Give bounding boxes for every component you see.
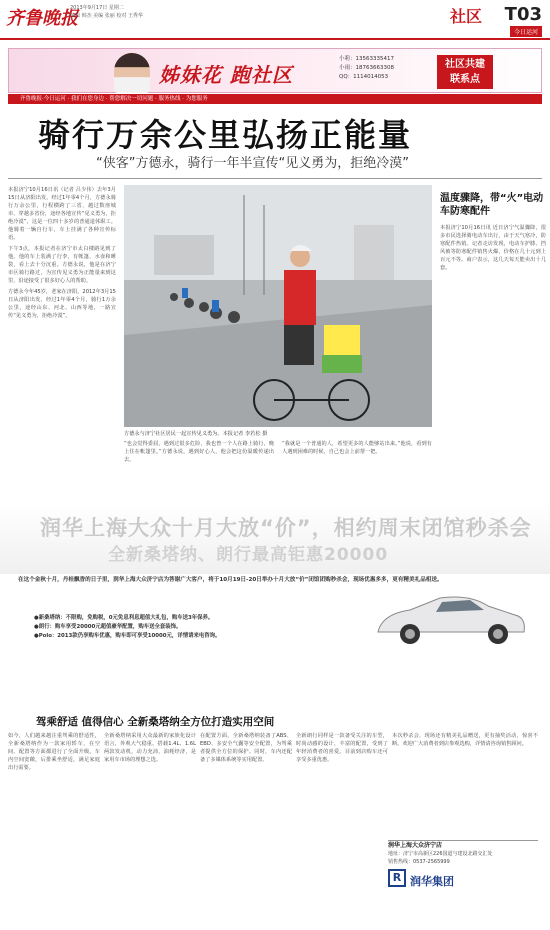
masthead-date: 2013年9月17日 星期二 bbox=[70, 5, 124, 11]
ad-title: 润华上海大众十月大放“价”，相约周末闭馆秒杀会 bbox=[40, 516, 532, 540]
photo-caption: 方德永与济宁社区居民一起宣传见义勇为。本报记者 李若松 摄 bbox=[124, 431, 268, 437]
paragraph: “也会觉得委屈，遇到过很多危险，我也曾一个人在路上骑行，晚上住在帐篷里。”方德永说，遇到好心人，他会把这份温暖传递出去。 bbox=[124, 441, 274, 463]
article-column-1 bbox=[8, 186, 116, 496]
contact-line: 小莉：13563335417 bbox=[339, 56, 394, 62]
contact-line: QQ：1114014053 bbox=[339, 74, 389, 80]
masthead-meta bbox=[70, 4, 143, 20]
divider bbox=[8, 178, 542, 179]
ad-column: 全新朗行同样是一款备受关注的车型，时尚动感的设计，丰富的配置，受到了年轻消费者的喜爱。目前到店购车还可享受多重优惠。 bbox=[296, 733, 388, 763]
ad-subtitle: 驾乘舒适 值得信心 全新桑塔纳全方位打造实用空间 bbox=[36, 716, 275, 728]
brand-logo-icon: R bbox=[388, 869, 406, 887]
reporter-portrait-icon bbox=[114, 53, 150, 93]
offer-item: ●朗行：购车享受20000元超值豪华配置，购车送全套装饰。 bbox=[34, 624, 182, 630]
sidebar-text: 本报济宁10月16日讯 近日济宁气温骤降，很多市民选择骑电动车出行，由于天气寒冷，防寒配件热销。记者走访发现，电动车护膝、挡风被等防寒配件销售火爆，价格在几十元到上百元不等。商户表示，这几天每天能卖出十几套。 bbox=[440, 225, 546, 271]
article-subhead: “侠客”方德永，骑行一年半宣传“见义勇为，拒绝冷漠” bbox=[96, 156, 409, 171]
stamp-line: 社区共建 bbox=[445, 59, 485, 70]
ad-column: 全新桑塔纳采用大众最新的家族化设计语言，外观大气稳重。搭载1.4L、1.6L两款发动机，动力充沛，油耗经济，是家用车市场的理想之选。 bbox=[104, 733, 196, 763]
ad-column: 本次秒杀会，现场还有精美礼品赠送，更有抽奖活动，惊喜不断。欢迎广大消费者到店参观选购，详情请咨询销售顾问。 bbox=[392, 733, 538, 747]
paragraph: 方德永今年45岁，老家在济阳。2012年3月15日从济阳出发，经过1年零4个月，骑行1万余公里，途经山东、河北、山西等地，一路宣传“见义勇为，拒绝冷漠”。 bbox=[8, 289, 116, 319]
car-image-icon bbox=[370, 584, 530, 654]
ad-title-2: 全新桑塔纳、朗行最高钜惠20000 bbox=[108, 545, 389, 565]
article-column-3 bbox=[282, 440, 432, 498]
banner-stamp bbox=[437, 55, 493, 89]
article-headline: 骑行万余公里弘扬正能量 bbox=[38, 116, 413, 154]
section-name: 社区 bbox=[449, 7, 482, 26]
newspaper-logo: 齐鲁晚报 bbox=[6, 8, 78, 29]
banner-strip: 齐鲁晚报·今日运河 · 我们在您身边 · 帮您解决一切问题 · 服务热线 · 为您服务 bbox=[8, 94, 542, 104]
sub-section-badge: 今日运河 bbox=[510, 26, 542, 37]
contact-line: 小雨：18763663308 bbox=[339, 65, 394, 71]
stamp-line: 联系点 bbox=[450, 74, 480, 85]
cyclist-photo bbox=[124, 185, 432, 427]
brand-name: 润华集团 bbox=[410, 875, 454, 888]
ad-intro: 在这个金秋十月，丹桂飘香的日子里，润华上海大众济宁店为答谢广大客户，将于10月19日-20日举办十月大放“价”闭馆团购秒杀会，现场优惠多多，更有精美礼品相送。 bbox=[18, 577, 443, 583]
ad-offers bbox=[34, 614, 324, 670]
banner-title: 姊妹花 跑社区 bbox=[159, 63, 293, 87]
dealer-name: 润华上海大众济宁店 bbox=[388, 842, 443, 849]
dealer-phone: 销售热线：0537-2565999 bbox=[388, 859, 450, 865]
sidebar-headline: 温度骤降，带“火”电动车防寒配件 bbox=[440, 193, 544, 217]
community-banner bbox=[8, 48, 542, 93]
photo-illustration bbox=[124, 185, 432, 427]
offer-item: ●Polo：2013款仍享购车优惠，购车即可享受10000元，详情请来电咨询。 bbox=[34, 633, 221, 639]
masthead bbox=[0, 0, 550, 40]
dealer-address: 地址：济宁市高新区226国道与建设北路交汇处 bbox=[388, 851, 493, 857]
paragraph: “我就是一个普通的人，希望更多的人能够站出来。”他说，看到有人遇到困难的时候，自己也会上前帮一把。 bbox=[282, 441, 432, 455]
ad-column: 如今，人们越来越注重驾乘的舒适性，全新桑塔纳作为一款家用轿车，在空间、配置等方面都进行了全面升级。车内空间宽敞，后排乘坐舒适，满足家庭出行需要。 bbox=[8, 733, 100, 771]
masthead-editors: 编辑 韩杰 美编 张丽 校对 王秀华 bbox=[70, 13, 143, 19]
offer-item: ●新桑塔纳：不限购，免购税，0元免息利息超值大礼包，购车送3年保养。 bbox=[34, 615, 214, 621]
page-number: T03 bbox=[504, 4, 542, 25]
article-column-2 bbox=[124, 440, 274, 498]
paragraph: 下午3点，本报记者在济宁市太白楼路见到了他。他的车上装满了行李，有帐篷、水壶和睡袋，看上去十分沉重。方德永说，他是在济宁市区骑行路过，为宣传见义勇为正能量来到这里，沿途接受了很多好心人的帮助。 bbox=[8, 246, 116, 284]
dealer-info-box bbox=[388, 840, 538, 924]
ad-column: 在配置方面，全新桑塔纳装备了ABS、EBD、多安全气囊等安全配置，为驾乘者提供全方位的保护。同时，车内还配备了多媒体系统等实用配置。 bbox=[200, 733, 292, 763]
car-advertorial bbox=[0, 504, 550, 930]
paragraph: 本报济宁10月16日讯（记者 吕少伟）去年3月15日从济阳出发，经过1年零4个月，方德永骑行万余公里，行程横跨了三省、越过数座城市、穿越多省份，途经各地宣传“见义勇为，拒绝冷漠”，这是一位四十多岁的普通退休职工。他骑着一辆自行车，车上挂满了各种宣传标语。 bbox=[8, 187, 116, 241]
banner-contacts bbox=[339, 55, 394, 82]
